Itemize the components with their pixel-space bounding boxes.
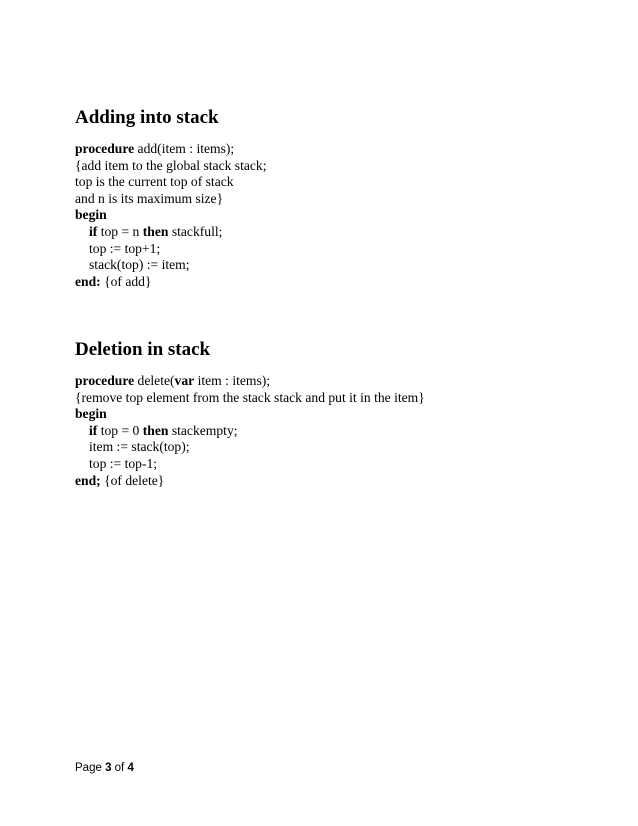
keyword: if [89, 223, 98, 239]
code-text: {of add} [100, 273, 152, 289]
code-block [75, 373, 425, 489]
section-heading: Deletion in stack [75, 339, 211, 360]
code-line [75, 439, 425, 456]
code-text: item : items); [194, 373, 271, 388]
code-text: top = n [97, 223, 143, 239]
code-block [75, 141, 267, 290]
code-line [75, 473, 425, 490]
code-text: {remove top element from the stack stack and put it in the item} [75, 389, 425, 405]
code-text: {of delete} [100, 472, 165, 488]
code-text: {add item to the global stack stack; [75, 157, 267, 173]
code-line [75, 257, 267, 274]
current-page-number: 3 [105, 762, 112, 774]
code-text: and n is its maximum size} [75, 190, 224, 206]
code-text: stackfull; [168, 223, 223, 239]
section-adding-into-stack [75, 107, 267, 290]
total-page-number: 4 [127, 762, 134, 774]
code-text: top is the current top of stack [75, 174, 234, 190]
code-line [75, 158, 267, 175]
code-line [75, 423, 425, 440]
code-line [75, 274, 267, 291]
section-heading: Adding into stack [75, 107, 219, 128]
keyword: procedure [75, 373, 135, 388]
code-line [75, 141, 267, 158]
keyword: begin [75, 207, 107, 223]
code-line [75, 191, 267, 208]
keyword: end; [75, 472, 101, 488]
code-text: stackempty; [168, 422, 238, 438]
keyword: procedure [75, 141, 135, 156]
keyword: var [174, 373, 195, 388]
code-line [75, 373, 425, 390]
code-line [75, 456, 425, 473]
keyword: end: [75, 273, 101, 289]
code-text: delete( [134, 373, 175, 388]
code-text: top = 0 [97, 422, 143, 438]
code-line [75, 390, 425, 407]
keyword: then [142, 223, 169, 239]
keyword: if [89, 422, 98, 438]
code-line [75, 224, 267, 241]
keyword: begin [75, 406, 107, 422]
code-line [75, 241, 267, 258]
footer-middle: of [111, 762, 128, 774]
page-footer [75, 762, 134, 774]
keyword: then [142, 422, 169, 438]
code-text: item := stack(top); [89, 439, 190, 455]
code-text: stack(top) := item; [89, 257, 190, 273]
code-text: top := top-1; [89, 455, 158, 471]
code-line [75, 174, 267, 191]
section-deletion-in-stack [75, 339, 425, 489]
code-text: top := top+1; [89, 240, 161, 256]
footer-prefix: Page [75, 762, 106, 774]
code-line [75, 207, 267, 224]
code-text: add(item : items); [134, 141, 235, 156]
code-line [75, 406, 425, 423]
